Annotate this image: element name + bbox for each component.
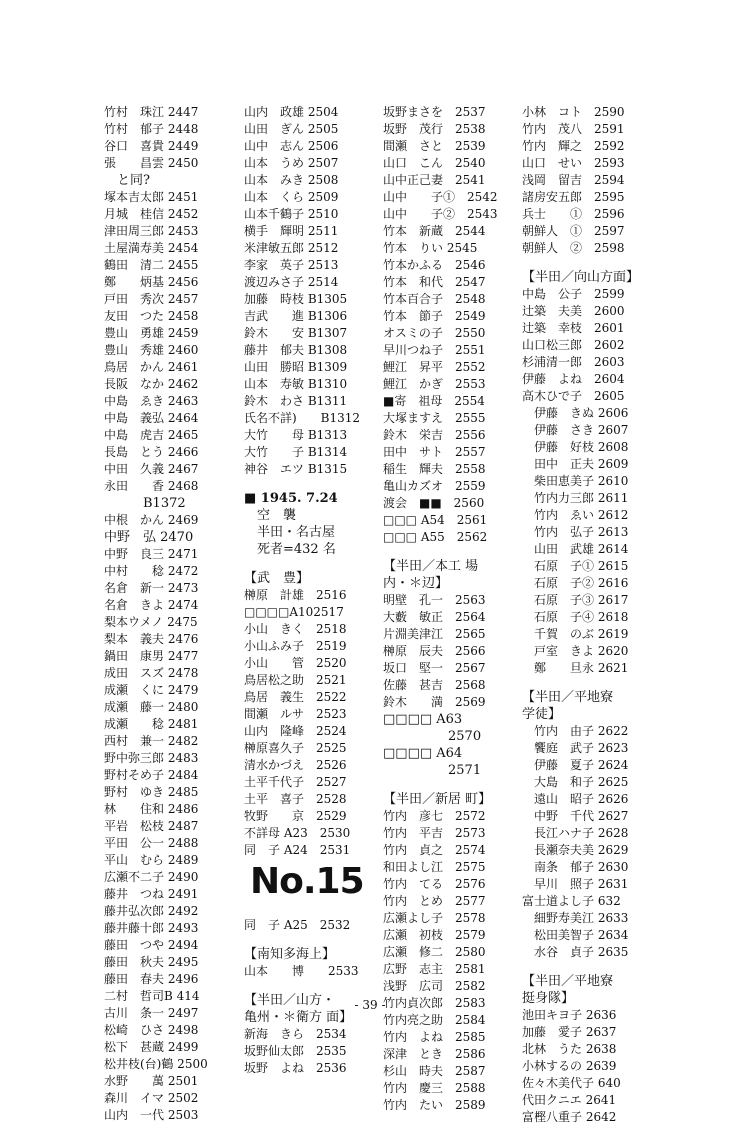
entry-line: 柴田恵美子 2610 (522, 474, 629, 488)
entry-line: 諸房安五郎 2595 (522, 190, 625, 204)
entry-line: 氏名不詳) B1312 (244, 411, 361, 425)
entry-line: 牧野 京 2529 (244, 809, 347, 823)
entry-line: 挺身隊】 (522, 991, 575, 1006)
entry-line: 【武 豊】 (244, 571, 310, 586)
entry-line: 山中 子② 2543 (383, 207, 498, 221)
entry-line: 横手 輝明 2511 (244, 224, 339, 238)
entry-line: 長江ハナ子 2628 (522, 826, 629, 840)
entry-line: 小林するの 2639 (522, 1059, 617, 1073)
entry-line: 戸室 きよ 2620 (522, 644, 629, 658)
entry-line: 明壁 孔一 2563 (383, 593, 486, 607)
entry-line: 富樫八重子 2642 (522, 1110, 617, 1124)
entry-line: 北林 うた 2638 (522, 1042, 617, 1056)
entry-line: □□□ A55 2562 (383, 530, 488, 544)
entry-line: 成瀬 稔 2481 (104, 717, 199, 731)
entry-line: 豊山 勇雄 2459 (104, 326, 199, 340)
entry-line: 長阪 なか 2462 (104, 377, 199, 391)
entry-line: 竹内 彦七 2572 (383, 809, 486, 823)
entry-line: 亀州・＊衛方 面】 (244, 1010, 353, 1025)
entry-line: 浅岡 留吉 2594 (522, 173, 625, 187)
entry-line: 清水かづえ 2526 (244, 758, 347, 772)
entry-line: 平山 むら 2489 (104, 853, 199, 867)
entry-line: 石原 子② 2616 (522, 576, 629, 590)
entry-line: 山口 せい 2593 (522, 156, 625, 170)
entry-line: 竹内 輝之 2592 (522, 139, 625, 153)
entry-line: 朝鮮人 ② 2598 (522, 241, 625, 255)
entry-line: 成瀬 くに 2479 (104, 683, 199, 697)
entry-line: 朝鮮人 ① 2597 (522, 224, 625, 238)
entry-line: 中島 虎吉 2465 (104, 428, 199, 442)
entry-line: 鈴木 安 B1307 (244, 326, 348, 340)
entry-line (383, 546, 517, 558)
entry-line: ■ 1945. 7.24 (244, 491, 338, 506)
entry-line: 山中 子① 2542 (383, 190, 498, 204)
entry-line: 同 子 A25 2532 (244, 918, 351, 932)
entry-line: 梨本ウメノ 2475 (104, 615, 198, 629)
entry-line: 饗庭 武子 2623 (522, 741, 629, 755)
entry-line: 大竹 子 B1314 (244, 445, 348, 459)
entry-line: 辻築 幸枝 2601 (522, 321, 625, 335)
entry-line: 名倉 きよ 2474 (104, 598, 199, 612)
entry-line (244, 905, 378, 917)
entry-line: 山内 政雄 2504 (244, 105, 339, 119)
entry-line: 石原 子① 2615 (522, 559, 629, 573)
entry-line: 半田・名古屋 (244, 525, 336, 540)
entry-line: 竹内 よね 2585 (383, 1030, 486, 1044)
entry-line: 藤田 つや 2494 (104, 938, 199, 952)
entry-line: 小山ふみ子 2519 (244, 639, 347, 653)
entry-line: 鳥居 義生 2522 (244, 690, 347, 704)
entry-line: 友田 つた 2458 (104, 309, 199, 323)
entry-line: 豊山 秀雄 2460 (104, 343, 199, 357)
entry-line: 山本 博 2533 (244, 964, 359, 978)
entry-line: 佐藤 甚吉 2568 (383, 678, 486, 692)
entry-line: 鶴田 清二 2455 (104, 258, 199, 272)
entry-line: 伊藤 好枝 2608 (522, 440, 629, 454)
entry-line: 間瀬 ルサ 2523 (244, 707, 347, 721)
entry-line: 鄭 炳基 2456 (104, 275, 199, 289)
entry-line: 2570 (383, 729, 482, 744)
entry-line: 千賀 のぶ 2619 (522, 627, 629, 641)
entry-line: 成瀬 藤一 2480 (104, 700, 199, 714)
entry-line: 竹本 りい 2545 (383, 241, 478, 255)
entry-line: 竹内 たい 2589 (383, 1098, 486, 1112)
entry-line: 梨本 義夫 2476 (104, 632, 199, 646)
entry-line: 池田キヨ子 2636 (522, 1008, 617, 1022)
entry-line: 伊藤 きぬ 2606 (522, 406, 629, 420)
entry-line: 中島 公子 2599 (522, 287, 625, 301)
entry-line: 遠山 昭子 2626 (522, 792, 629, 806)
entry-line: 月城 桂信 2452 (104, 207, 199, 221)
entry-line: 竹村 珠江 2447 (104, 105, 199, 119)
entry-line: 中村 稔 2472 (104, 564, 199, 578)
entry-line: 竹内 慶三 2588 (383, 1081, 486, 1095)
column-3 (383, 104, 517, 1114)
entry-line: 田中 サト 2557 (383, 445, 486, 459)
entry-line: 山中正己妻 2541 (383, 173, 486, 187)
entry-line: 早川 照子 2631 (522, 877, 629, 891)
entry-line: 坂口 堅一 2567 (383, 661, 486, 675)
entry-line: 坂野 よね 2536 (244, 1061, 347, 1075)
entry-line: 兵士 ① 2596 (522, 207, 625, 221)
entry-line: 山本 みき 2508 (244, 173, 339, 187)
entry-line: 榊原 辰夫 2566 (383, 644, 486, 658)
section-number: No.15 (250, 861, 364, 902)
entry-line: 【半田／向山方面】 (522, 270, 640, 285)
entry-line: □□□□A102517 (244, 605, 344, 619)
entry-line: 神谷 エツ B1315 (244, 462, 348, 476)
column-1 (104, 104, 232, 1124)
entry-line: 塚本吉太郎 2451 (104, 190, 199, 204)
entry-line: 石原 子④ 2618 (522, 610, 629, 624)
entry-line (522, 257, 642, 269)
entry-line: 松井枝(台)鶴 2500 (104, 1057, 208, 1071)
entry-line: 亀山カズオ 2559 (383, 479, 486, 493)
entry-line: 中島 義弘 2464 (104, 411, 199, 425)
entry-line: 富士道よし子 632 (522, 894, 621, 908)
entry-line: 小林 コト 2590 (522, 105, 625, 119)
entry-line: 山本 寿敏 B1310 (244, 377, 348, 391)
entry-line: 山口松三郎 2602 (522, 338, 625, 352)
entry-line: 中野 千代 2627 (522, 809, 629, 823)
entry-line: 山本 くら 2509 (244, 190, 339, 204)
entry-line: 浅野 広司 2582 (383, 979, 486, 993)
entry-line: 土平千代子 2527 (244, 775, 347, 789)
entry-line: 竹内貞次郎 2583 (383, 996, 486, 1010)
entry-line: 藤井弘次郎 2492 (104, 904, 199, 918)
entry-line: 竹内亮之助 2584 (383, 1013, 486, 1027)
entry-line: 平田 公一 2488 (104, 836, 199, 850)
entry-line: 細野寿美江 2633 (522, 911, 629, 925)
entry-line: 鯉江 かぎ 2553 (383, 377, 486, 391)
entry-line: 広野 志主 2581 (383, 962, 486, 976)
entry-line: 中野 弘 2470 (104, 530, 194, 545)
entry-line (522, 961, 642, 973)
entry-line: 内・＊辺】 (383, 576, 449, 591)
entry-line: 山本千鶴子 2510 (244, 207, 339, 221)
entry-line: 間瀬 さと 2539 (383, 139, 486, 153)
entry-line: 藤井 郁夫 B1308 (244, 343, 348, 357)
entry-line: 死者=432 名 (244, 542, 336, 557)
entry-line: 竹本 新蔵 2544 (383, 224, 486, 238)
entry-line: 広瀬不二子 2490 (104, 870, 199, 884)
entry-line: 大塚ますえ 2555 (383, 411, 486, 425)
entry-line: 同 子 A24 2531 (244, 843, 351, 857)
entry-line: 鍋田 康男 2477 (104, 649, 199, 663)
entry-line: 竹村 郁子 2448 (104, 122, 199, 136)
entry-line (244, 980, 378, 992)
entry-line: 森川 イマ 2502 (104, 1091, 199, 1105)
entry-line: 山本 うめ 2507 (244, 156, 339, 170)
entry-line: 大島 和子 2625 (522, 775, 629, 789)
entry-line: 南条 郁子 2630 (522, 860, 629, 874)
entry-line: 大竹 母 B1313 (244, 428, 348, 442)
entry-line: □□□□ A64 (383, 746, 463, 761)
entry-line (522, 677, 642, 689)
entry-line: 鳥居松之助 2521 (244, 673, 347, 687)
entry-line: 早川つね子 2551 (383, 343, 486, 357)
entry-line: 成田 スズ 2478 (104, 666, 199, 680)
entry-line: 長島 とう 2466 (104, 445, 199, 459)
entry-line: 鄭 旦永 2621 (522, 661, 629, 675)
entry-line: 中田 久義 2467 (104, 462, 199, 476)
entry-line: 広瀬よし子 2578 (383, 911, 486, 925)
entry-line: 永田 香 2468 (104, 479, 199, 493)
entry-line: 坂野まさを 2537 (383, 105, 486, 119)
entry-line: 竹内 弘子 2613 (522, 525, 629, 539)
entry-line: 山中 志ん 2506 (244, 139, 339, 153)
entry-line: 水野 萬 2501 (104, 1074, 199, 1088)
entry-line: 鈴木 満 2569 (383, 695, 486, 709)
entry-line: 山口 こん 2540 (383, 156, 486, 170)
entry-line: 津田周三郎 2453 (104, 224, 199, 238)
entry-line: 野中弥三郎 2483 (104, 751, 199, 765)
entry-line: 片淵美津江 2565 (383, 627, 486, 641)
entry-line: 鳥居 かん 2461 (104, 360, 199, 374)
entry-line: 平岩 松枝 2487 (104, 819, 199, 833)
column-2 (244, 104, 378, 1077)
entry-line: 和田よし江 2575 (383, 860, 486, 874)
entry-line: 西村 兼一 2482 (104, 734, 199, 748)
entry-line: 藤田 春夫 2496 (104, 972, 199, 986)
entry-line: □□□□ A63 (383, 712, 463, 727)
entry-line: 辻築 夫美 2600 (522, 304, 625, 318)
entry-line: 松田美智子 2634 (522, 928, 629, 942)
entry-line: 藤井 つね 2491 (104, 887, 199, 901)
entry-line: 山田 ぎん 2505 (244, 122, 339, 136)
entry-line: 小山 管 2520 (244, 656, 347, 670)
entry-line: 鈴木 わさ B1311 (244, 394, 348, 408)
entry-line: 竹内 平吉 2573 (383, 826, 486, 840)
entry-line (244, 934, 378, 946)
entry-line: 【半田／山方・ (244, 993, 336, 1008)
entry-line: 坂野仙太郎 2535 (244, 1044, 347, 1058)
entry-line: 二村 哲司B 414 (104, 989, 200, 1003)
entry-line: 代田クニエ 2641 (522, 1093, 617, 1107)
entry-line: 林 住和 2486 (104, 802, 199, 816)
entry-line: 空 襲 (244, 508, 297, 523)
entry-line: 【半田／新居 町】 (383, 792, 492, 807)
entry-line: 新海 きら 2534 (244, 1027, 347, 1041)
entry-line (244, 558, 378, 570)
entry-line: 長瀬奈夫美 2629 (522, 843, 629, 857)
entry-line: 山田 勝昭 B1309 (244, 360, 348, 374)
entry-line: 杉山 時夫 2587 (383, 1064, 486, 1078)
entry-line: 李家 英子 2513 (244, 258, 339, 272)
entry-line: 伊藤 夏子 2624 (522, 758, 629, 772)
entry-line: 広瀬 修二 2580 (383, 945, 486, 959)
column-4 (522, 104, 642, 1126)
entry-line: 名倉 新一 2473 (104, 581, 199, 595)
entry-line: 榊原 計雄 2516 (244, 588, 347, 602)
entry-line: 吉武 進 B1306 (244, 309, 348, 323)
entry-line: オスミの子 2550 (383, 326, 486, 340)
entry-line: 伊藤 さき 2607 (522, 423, 629, 437)
entry-line: ■寄 祖母 2554 (383, 394, 485, 408)
entry-line: 不詳母 A23 2530 (244, 826, 351, 840)
entry-line: 榊原喜久子 2525 (244, 741, 347, 755)
entry-line: 稲生 輝夫 2558 (383, 462, 486, 476)
entry-line: 竹内 ゑい 2612 (522, 508, 629, 522)
entry-line: 山田 武雄 2614 (522, 542, 629, 556)
entry-line: 米津敏五郎 2512 (244, 241, 339, 255)
entry-line: B1372 (104, 496, 186, 511)
entry-line: 山内 一代 2503 (104, 1108, 199, 1122)
entry-line: 藤井藤十郎 2493 (104, 921, 199, 935)
entry-line: 深津 とき 2586 (383, 1047, 486, 1061)
entry-line: 藤田 秋夫 2495 (104, 955, 199, 969)
entry-line: 竹本かふる 2546 (383, 258, 486, 272)
entry-line: 野村そめ子 2484 (104, 768, 199, 782)
entry-line: 中野 良三 2471 (104, 547, 199, 561)
entry-line: 【南知多海上】 (244, 947, 336, 962)
entry-line: 学徒】 (522, 707, 562, 722)
entry-line: 【半田／本工 場 (383, 559, 479, 574)
entry-line: 土屋満寿美 2454 (104, 241, 199, 255)
entry-line: 中根 かん 2469 (104, 513, 199, 527)
entry-line: 加藤 時枝 B1305 (244, 292, 348, 306)
entry-line: 竹内 貞之 2574 (383, 843, 486, 857)
entry-line: 竹内 茂八 2591 (522, 122, 625, 136)
entry-line: 大藪 敏正 2564 (383, 610, 486, 624)
entry-line: 竹本百合子 2548 (383, 292, 486, 306)
entry-line: 渡辺みさ子 2514 (244, 275, 339, 289)
entry-line: 谷口 喜貴 2449 (104, 139, 199, 153)
entry-line: 野村 ゆき 2485 (104, 785, 199, 799)
entry-line: 張 昌雲 2450 (104, 156, 199, 170)
entry-line (383, 779, 517, 791)
entry-line: 松下 甚蔵 2499 (104, 1040, 199, 1054)
entry-line (244, 478, 378, 490)
entry-line: 竹内力三郎 2611 (522, 491, 629, 505)
entry-line: 【半田／平地寮 (522, 974, 614, 989)
entry-line: 2571 (383, 763, 482, 778)
entry-line: 鈴木 栄吉 2556 (383, 428, 486, 442)
entry-line: 鯉江 昇平 2552 (383, 360, 486, 374)
entry-line: 戸田 秀次 2457 (104, 292, 199, 306)
entry-line: 加藤 愛子 2637 (522, 1025, 617, 1039)
entry-line: 石原 子③ 2617 (522, 593, 629, 607)
entry-line: 竹本 和代 2547 (383, 275, 486, 289)
entry-line: 田中 正夫 2609 (522, 457, 629, 471)
entry-line: 広瀬 初枝 2579 (383, 928, 486, 942)
entry-line: 古川 条一 2497 (104, 1006, 199, 1020)
entry-line: 竹内 とめ 2577 (383, 894, 486, 908)
entry-line: 小山 きく 2518 (244, 622, 347, 636)
entry-line: 中島 ゑき 2463 (104, 394, 199, 408)
entry-line: □□□ A54 2561 (383, 513, 488, 527)
entry-line: 坂野 茂行 2538 (383, 122, 486, 136)
entry-line: と同? (104, 173, 150, 188)
entry-line: 松崎 ひさ 2498 (104, 1023, 199, 1037)
entry-line: 竹内 てる 2576 (383, 877, 486, 891)
entry-line: 高木ひで子 2605 (522, 389, 625, 403)
entry-line: 伊藤 よね 2604 (522, 372, 625, 386)
entry-line: 竹本 節子 2549 (383, 309, 486, 323)
entry-line: 山内 隆峰 2524 (244, 724, 347, 738)
entry-line: 渡会 ■■ 2560 (383, 496, 485, 510)
entry-line: 水谷 貞子 2635 (522, 945, 629, 959)
page-number: - 39 - (354, 998, 386, 1012)
entry-line: 【半田／平地寮 (522, 690, 614, 705)
entry-line: 佐々木美代子 640 (522, 1076, 621, 1090)
entry-line: 杉浦清一郎 2603 (522, 355, 625, 369)
entry-line: 土平 喜子 2528 (244, 792, 347, 806)
entry-line: 竹内 由子 2622 (522, 724, 629, 738)
